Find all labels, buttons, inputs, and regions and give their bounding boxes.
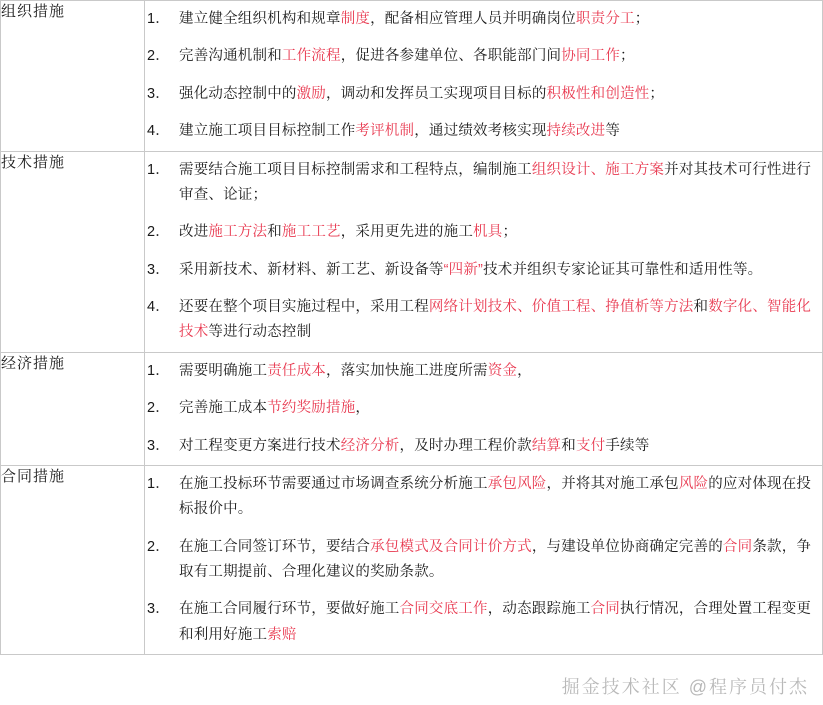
watermark-text: 掘金技术社区 @程序员付杰 <box>561 677 809 697</box>
table-row <box>1 1 823 152</box>
body-text: 在施工合同签订环节，要结合 <box>179 538 371 555</box>
measure-category-cell: 合同措施 <box>1 465 145 654</box>
body-text: ，动态跟踪施工 <box>487 601 591 618</box>
body-text: 建立健全组织机构和规章 <box>179 11 341 27</box>
measure-item <box>145 214 822 251</box>
measure-category-cell: 技术措施 <box>1 151 145 352</box>
body-text: ，及时办理工程价款 <box>399 437 532 454</box>
body-text: 采用新技术、新材料、新工艺、新设备等 <box>179 261 444 278</box>
measure-item <box>145 428 822 465</box>
highlighted-text: 协同工作 <box>561 48 621 65</box>
body-text: 等进行动态控制 <box>208 324 312 341</box>
highlighted-text: 风险 <box>678 475 709 492</box>
body-text: 需要明确施工 <box>179 362 268 379</box>
body-text: ，并将其对施工承包 <box>546 475 679 492</box>
body-text: ，促进各参建单位、各职能部门间 <box>340 48 562 65</box>
highlighted-text: 经济分析 <box>340 437 400 454</box>
highlighted-text: 索赔 <box>267 626 297 643</box>
measure-item <box>145 289 822 352</box>
measure-item <box>145 113 822 150</box>
measure-item <box>145 466 822 529</box>
body-text: 手续等 <box>605 437 650 454</box>
highlighted-text: 工作流程 <box>281 48 341 65</box>
table-row <box>1 465 823 654</box>
highlighted-text: 制度 <box>340 11 371 27</box>
body-text: 和 <box>561 437 576 454</box>
body-text: 和 <box>267 224 282 241</box>
table-row <box>1 352 823 465</box>
body-text: ； <box>634 11 650 27</box>
highlighted-text: 合同 <box>722 538 753 555</box>
highlighted-text: 积极性和创造性 <box>546 85 650 102</box>
measure-item <box>145 591 822 654</box>
measure-item-list <box>145 152 822 352</box>
measure-item <box>145 353 822 390</box>
body-text: ； <box>649 85 665 102</box>
body-text: 的应对体现在投标报价中。 <box>179 475 812 518</box>
highlighted-text: 责任成本 <box>267 362 327 379</box>
body-text: ，与建设单位协商确定完善的 <box>531 538 723 555</box>
measure-category-cell: 组织措施 <box>1 1 145 152</box>
body-text: ， <box>517 362 532 379</box>
body-text: ，配备相应管理人员并明确岗位 <box>370 11 576 27</box>
highlighted-text: 资金 <box>487 362 518 379</box>
measure-item <box>145 152 822 215</box>
body-text: ，采用更先进的施工 <box>340 224 474 241</box>
body-text: 条款，争取有工期提前、合理化建议的奖励条款。 <box>179 538 812 580</box>
measure-item-list <box>145 466 822 654</box>
measure-item <box>145 38 822 75</box>
measure-items-cell <box>145 151 823 352</box>
body-text: 建立施工项目目标控制工作 <box>179 123 356 140</box>
measure-items-cell <box>145 465 823 654</box>
measure-items-cell <box>145 1 823 152</box>
body-text: ，通过绩效考核实现 <box>414 123 547 140</box>
body-text: ， <box>355 400 371 417</box>
body-text: ； <box>620 48 635 65</box>
highlighted-text: 节约奖励措施 <box>267 400 356 417</box>
body-text: 强化动态控制中的 <box>179 85 297 102</box>
highlighted-text: 组织设计、施工方案 <box>531 161 665 178</box>
highlighted-text: 网络计划技术、价值工程、挣值析等方法 <box>428 299 694 315</box>
highlighted-text: 职责分工 <box>575 11 635 27</box>
body-text: ，落实加快施工进度所需 <box>326 362 488 379</box>
highlighted-text: 承包模式及合同计价方式 <box>370 538 532 555</box>
highlighted-text: 合同交底工作 <box>399 601 488 618</box>
measure-item <box>145 529 822 592</box>
body-text: 还要在整个项目实施过程中，采用工程 <box>179 299 429 315</box>
body-text: ； <box>502 224 518 241</box>
highlighted-text: 施工方法 <box>208 224 268 241</box>
highlighted-text: “四新” <box>443 261 484 278</box>
highlighted-text: 支付 <box>575 437 606 454</box>
body-text: 技术并组织专家论证其可靠性和适用性等。 <box>483 261 763 278</box>
highlighted-text: 激励 <box>296 85 327 102</box>
body-text: ，调动和发挥员工实现项目目标的 <box>326 85 547 102</box>
body-text: 并对其技术可行性进行审查、论证； <box>179 161 812 203</box>
measure-item <box>145 76 822 113</box>
measure-item-list <box>145 1 822 151</box>
highlighted-text: 合同 <box>590 601 621 618</box>
body-text: 完善施工成本 <box>179 400 268 417</box>
body-text: 需要结合施工项目目标控制需求和工程特点，编制施工 <box>179 161 532 178</box>
table-row <box>1 151 823 352</box>
body-text: 在施工投标环节需要通过市场调查系统分析施工 <box>179 475 488 492</box>
highlighted-text: 持续改进 <box>546 123 606 140</box>
body-text: 在施工合同履行环节，要做好施工 <box>179 601 400 618</box>
highlighted-text: 机具 <box>473 224 503 241</box>
measure-item <box>145 1 822 38</box>
highlighted-text: 承包风险 <box>487 475 547 492</box>
highlighted-text: 数字化、智能化技术 <box>179 299 812 341</box>
highlighted-text: 考评机制 <box>355 123 415 140</box>
measure-category-cell: 经济措施 <box>1 352 145 465</box>
highlighted-text: 结算 <box>531 437 562 454</box>
body-text: 等 <box>605 123 621 140</box>
measure-item-list <box>145 353 822 465</box>
body-text: 和 <box>693 299 709 315</box>
measure-item <box>145 390 822 427</box>
body-text: 完善沟通机制和 <box>179 48 282 65</box>
body-text: 执行情况，合理处置工程变更和利用好施工 <box>179 601 812 643</box>
body-text: 改进 <box>179 224 209 241</box>
table-body <box>1 1 823 655</box>
measure-item <box>145 252 822 289</box>
body-text: 对工程变更方案进行技术 <box>179 437 341 454</box>
measure-items-cell <box>145 352 823 465</box>
highlighted-text: 施工工艺 <box>281 224 341 241</box>
